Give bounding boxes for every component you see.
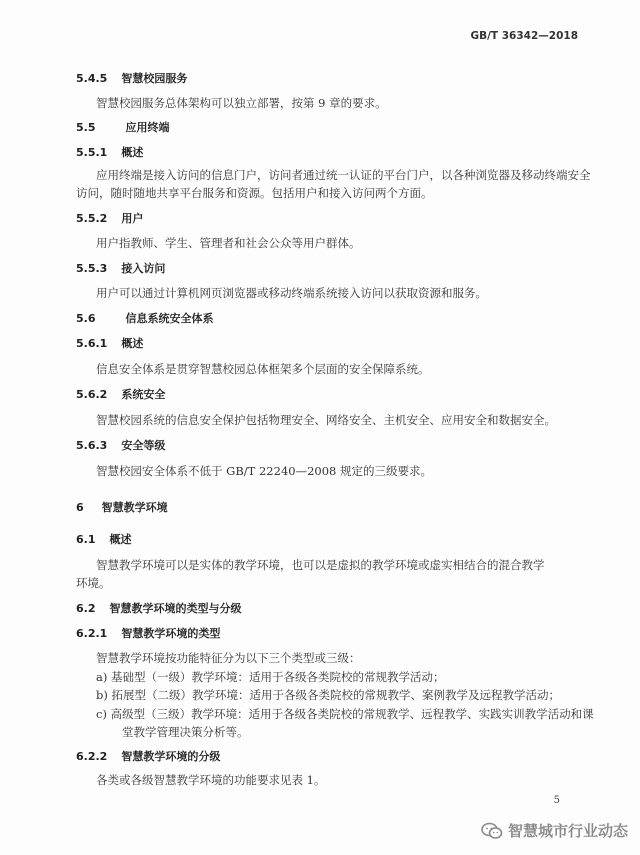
list-item-b: b) 拓展型（二级）教学环境：适用于各级各类院校的常规教学、案例教学及远程教学活动； [96,688,560,702]
heading-5-6-3: 5.6.3 安全等级 [76,439,166,452]
paragraph: 智慧教学环境可以是实体的教学环境，也可以是虚拟的教学环境或虚实相结合的混合教学 [96,558,545,572]
paragraph: 环境。 [76,576,111,590]
wechat-icon [481,822,503,840]
heading-5-6-1: 5.6.1 概述 [76,337,144,350]
list-item-a: a) 基础型（一级）教学环境：适用于各级各类院校的常规教学活动； [96,670,445,684]
heading-5-4-5: 5.4.5 智慧校园服务 [76,72,188,85]
heading-6-2-1: 6.2.1 智慧教学环境的类型 [76,627,221,640]
heading-6: 6 智慧教学环境 [76,501,168,514]
heading-5-5: 5.5 应用终端 [76,121,170,134]
heading-5-5-1: 5.5.1 概述 [76,146,144,159]
heading-5-5-3: 5.5.3 接入访问 [76,262,166,275]
heading-5-6-2: 5.6.2 系统安全 [76,388,166,401]
paragraph: 应用终端是接入访问的信息门户，访问者通过统一认证的平台门户，以各种浏览器及移动终端安全 [96,168,591,182]
standard-number: GB/T 36342—2018 [470,30,578,42]
heading-6-2-2: 6.2.2 智慧教学环境的分级 [76,750,221,763]
heading-5-5-2: 5.5.2 用户 [76,212,144,225]
paragraph: 信息安全体系是贯穿智慧校园总体框架多个层面的安全保障系统。 [96,362,430,376]
page-number: 5 [553,795,560,806]
paragraph: 智慧校园安全体系不低于 GB/T 22240—2008 规定的三级要求。 [96,464,432,478]
heading-5-6: 5.6 信息系统安全体系 [76,312,214,325]
paragraph: 用户指教师、学生、管理者和社会公众等用户群体。 [96,236,361,250]
heading-6-2: 6.2 智慧教学环境的类型与分级 [76,602,242,615]
paragraph: 各类或各级智慧教学环境的功能要求见表 1。 [96,773,326,787]
paragraph: 智慧教学环境按功能特征分为以下三个类型或三级： [96,651,361,665]
paragraph: 用户可以通过计算机网页浏览器或移动终端系统接入访问以获取资源和服务。 [96,286,487,300]
watermark-text: 智慧城市行业动态 [507,822,628,840]
heading-6-1: 6.1 概述 [76,533,132,546]
list-item-c: c) 高级型（三级）教学环境：适用于各级各类院校的常规教学、远程教学、实践实训教学活动和课 [96,707,594,721]
paragraph: 智慧校园服务总体架构可以独立部署，按第 9 章的要求。 [96,96,387,110]
watermark [481,820,628,841]
paragraph: 智慧校园系统的信息安全保护包括物理安全、网络安全、主机安全、应用安全和数据安全。 [96,413,556,427]
paragraph: 访问，随时随地共享平台服务和资源。包括用户和接入访问两个方面。 [76,186,433,200]
list-item-c-continued: 堂教学管理决策分析等。 [122,725,249,739]
